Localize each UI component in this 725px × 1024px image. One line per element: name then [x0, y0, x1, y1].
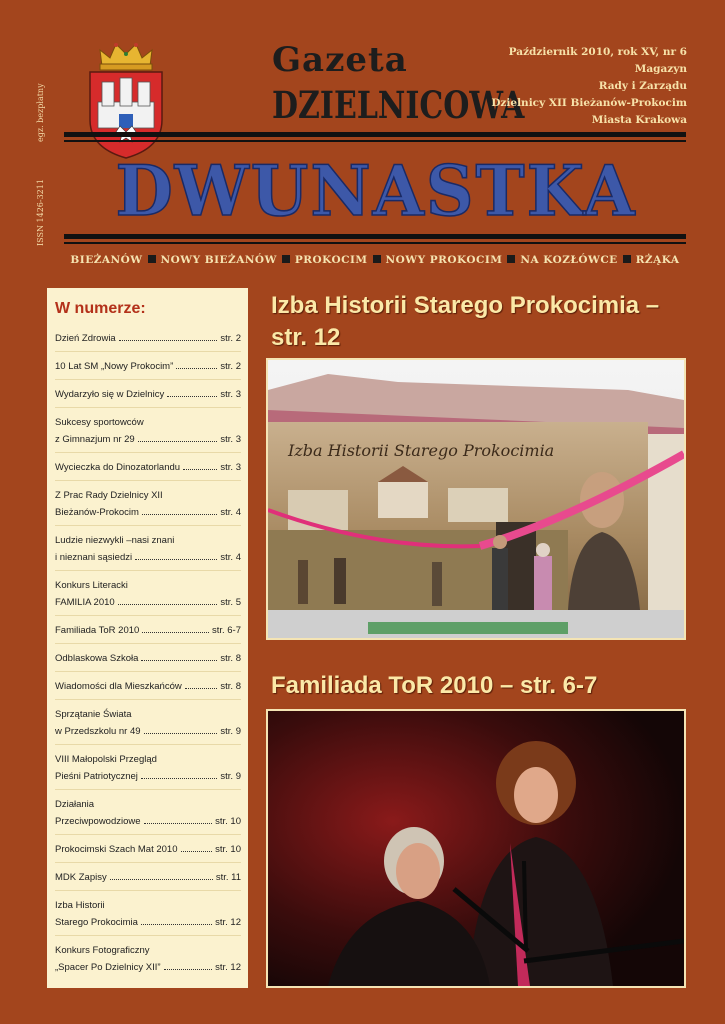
- issn-label: ISSN 1426-3211: [36, 179, 45, 246]
- toc-item: [55, 897, 241, 936]
- toc-title: W numerze:: [55, 300, 146, 317]
- toc-item: [55, 751, 241, 790]
- toc-item-line: [55, 330, 241, 347]
- toc-item-line: Konkurs Literacki: [55, 580, 128, 591]
- toc-leader-dots: [185, 688, 218, 689]
- main-title-dwunastka: DWUNASTKA: [115, 150, 637, 232]
- toc-item-page: str. 3: [220, 462, 241, 473]
- toc-leader-dots: [167, 396, 217, 397]
- issue-info-line: Magazyn: [634, 63, 687, 75]
- toc-item-title: Przeciwpowodziowe: [55, 816, 141, 827]
- toc-item-line: [55, 813, 241, 830]
- toc-item: [55, 942, 241, 980]
- toc-item-line: [55, 431, 241, 448]
- district-name: BIEŻANÓW: [70, 254, 143, 266]
- toc-item: [55, 386, 241, 408]
- photo-familiada-concert: [266, 709, 686, 988]
- toc-item-title: Pieśni Patriotycznej: [55, 771, 138, 782]
- toc-item-page: str. 11: [215, 872, 241, 883]
- toc-leader-dots: [135, 559, 217, 560]
- toc-item: [55, 841, 241, 863]
- square-bullet-icon: [282, 255, 290, 263]
- toc-item-page: str. 12: [215, 917, 241, 928]
- toc-item-title: Prokocimski Szach Mat 2010: [55, 844, 178, 855]
- krakow-coat-of-arms-logo: [86, 40, 166, 160]
- toc-item: [55, 796, 241, 835]
- toc-item: [55, 330, 241, 352]
- toc-item-title: w Przedszkolu nr 49: [55, 726, 141, 737]
- toc-leader-dots: [181, 851, 213, 852]
- toc-item-page: str. 4: [220, 507, 241, 518]
- toc-item: [55, 459, 241, 481]
- issue-info-line: Październik 2010, rok XV, nr 6: [508, 46, 687, 58]
- toc-item: [55, 358, 241, 380]
- toc-item: [55, 650, 241, 672]
- toc-leader-dots: [142, 632, 209, 633]
- toc-item: [55, 414, 241, 453]
- toc-item-page: str. 9: [220, 726, 241, 737]
- divider: [64, 242, 686, 244]
- toc-item-page: str. 6-7: [211, 625, 241, 636]
- toc-item-line: [55, 768, 241, 785]
- toc-item: [55, 577, 241, 616]
- toc-item-page: str. 12: [215, 962, 241, 973]
- toc-item-line: [55, 622, 241, 639]
- divider: [64, 140, 686, 142]
- toc-item-line: [55, 594, 241, 611]
- toc-item-title: Wiadomości dla Mieszkańców: [55, 681, 182, 692]
- district-name: NOWY PROKOCIM: [385, 254, 503, 266]
- toc-item-line: Sukcesy sportowców: [55, 417, 144, 428]
- free-copy-label: egz. bezpłatny: [36, 83, 45, 142]
- toc-item-title: FAMILIA 2010: [55, 597, 115, 608]
- toc-item-page: str. 3: [220, 389, 241, 400]
- square-bullet-icon: [507, 255, 515, 263]
- toc-item-title: Familiada ToR 2010: [55, 625, 140, 636]
- toc-item: [55, 706, 241, 745]
- district-name: PROKOCIM: [294, 254, 368, 266]
- title-dzielnicowa: DZIELNICOWA: [272, 84, 525, 128]
- toc-leader-dots: [164, 969, 213, 970]
- toc-item: [55, 869, 241, 891]
- headline-familiada: Familiada ToR 2010 – str. 6-7: [271, 672, 598, 699]
- issue-info-line: Miasta Krakowa: [591, 114, 687, 126]
- toc-item-title: 10 Lat SM „Nowy Prokocim”: [55, 361, 174, 372]
- toc-item: [55, 678, 241, 700]
- square-bullet-icon: [373, 255, 381, 263]
- toc-item-line: [55, 459, 241, 476]
- district-name: NA KOZŁÓWCE: [520, 254, 618, 266]
- issue-info-line: Rady i Zarządu: [598, 80, 687, 92]
- toc-leader-dots: [144, 823, 213, 824]
- toc-item-line: Sprzątanie Świata: [55, 709, 132, 720]
- toc-item-line: [55, 650, 241, 667]
- toc-leader-dots: [142, 514, 217, 515]
- toc-item-line: [55, 869, 241, 886]
- toc-item-line: Konkurs Fotograficzny: [55, 945, 150, 956]
- toc-item-line: [55, 549, 241, 566]
- toc-item-page: str. 10: [215, 844, 241, 855]
- toc-item-title: MDK Zapisy: [55, 872, 107, 883]
- toc-item-line: Z Prac Rady Dzielnicy XII: [55, 490, 163, 501]
- toc-leader-dots: [141, 778, 218, 779]
- toc-item-line: [55, 959, 241, 976]
- toc-item-page: str. 5: [220, 597, 241, 608]
- toc-item: [55, 487, 241, 526]
- toc-item-title: i nieznani sąsiedzi: [55, 552, 133, 563]
- district-name: RŻĄKA: [635, 254, 680, 266]
- toc-item-line: [55, 504, 241, 521]
- toc-item-line: Ludzie niezwykli –nasi znani: [55, 535, 175, 546]
- toc-item-line: [55, 723, 241, 740]
- toc-item-title: Wycieczka do Dinozatorlandu: [55, 462, 181, 473]
- district-name: NOWY BIEŻANÓW: [160, 254, 277, 266]
- issue-info: [491, 44, 687, 129]
- toc-item-title: Wydarzyło się w Dzielnicy: [55, 389, 165, 400]
- toc-item-line: [55, 678, 241, 695]
- headline-line: str. 12: [271, 324, 341, 351]
- toc-item-page: str. 9: [220, 771, 241, 782]
- toc-leader-dots: [110, 879, 213, 880]
- toc-item-page: str. 10: [215, 816, 241, 827]
- toc-item-page: str. 8: [220, 681, 241, 692]
- toc-item-title: Starego Prokocimia: [55, 917, 138, 928]
- toc-item-line: [55, 358, 241, 375]
- toc-item-page: str. 2: [220, 361, 241, 372]
- toc-item-page: str. 2: [220, 333, 241, 344]
- toc-leader-dots: [141, 660, 217, 661]
- toc-leader-dots: [176, 368, 217, 369]
- square-bullet-icon: [623, 255, 631, 263]
- toc-item-title: Odblaskowa Szkoła: [55, 653, 139, 664]
- toc-item-line: [55, 841, 241, 858]
- toc-item-page: str. 8: [220, 653, 241, 664]
- toc-leader-dots: [138, 441, 218, 442]
- divider: [64, 132, 686, 137]
- toc-leader-dots: [119, 340, 218, 341]
- toc-item-line: [55, 386, 241, 403]
- toc-item: [55, 622, 241, 644]
- title-gazeta: Gazeta: [272, 40, 408, 80]
- mural-text: Izba Historii Starego Prokocimia: [288, 441, 555, 460]
- toc-item-title: z Gimnazjum nr 29: [55, 434, 135, 445]
- headline-line: Izba Historii Starego Prokocimia –: [271, 292, 660, 319]
- issue-info-line: Dzielnicy XII Bieżanów-Prokocim: [491, 97, 687, 109]
- toc-leader-dots: [141, 924, 212, 925]
- toc-item-line: Izba Historii: [55, 900, 105, 911]
- toc-item-page: str. 4: [220, 552, 241, 563]
- table-of-contents: [47, 288, 248, 988]
- toc-item-title: „Spacer Po Dzielnicy XII”: [55, 962, 161, 973]
- toc-item-title: Dzień Zdrowia: [55, 333, 116, 344]
- districts-bar: [64, 254, 686, 266]
- toc-leader-dots: [183, 469, 217, 470]
- toc-list: [55, 330, 241, 980]
- toc-leader-dots: [118, 604, 218, 605]
- toc-item-line: [55, 914, 241, 931]
- toc-leader-dots: [144, 733, 218, 734]
- toc-item-title: Bieżanów-Prokocim: [55, 507, 139, 518]
- headline-izba-historii: [271, 290, 659, 354]
- toc-item: [55, 532, 241, 571]
- toc-item-page: str. 3: [220, 434, 241, 445]
- toc-item-line: Działania: [55, 799, 95, 810]
- divider: [64, 234, 686, 239]
- toc-item-line: VIII Małopolski Przegląd: [55, 754, 157, 765]
- photo-izba-historii-ceremony: [266, 358, 686, 640]
- square-bullet-icon: [148, 255, 156, 263]
